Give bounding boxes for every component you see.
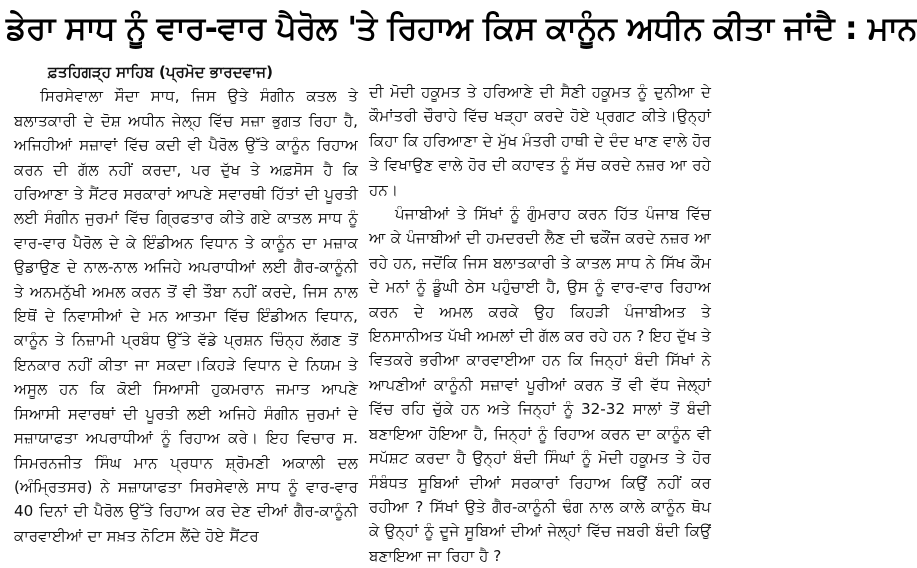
article-paragraph: ਦੀ ਮੋਦੀ ਹਕੂਮਤ ਤੇ ਹਰਿਆਣੇ ਦੀ ਸੈਣੀ ਹਕੂਮਤ ਨੂੰ ਦੁਨੀਆ ਦੇ ਕੌਮਾਂਤਰੀ ਚੌਰਾਹੇ ਵਿੱਚ ਖੜ੍ਹਾ ਕਰਦੇ ਹੋਏ ਪ੍ਰਗਟ ਕੀਤੇ।ਉਨ੍ਹਾਂ ਕਿਹਾ ਕਿ ਹਰਿਆਣਾ ਦੇ ਮੁੱਖ ਮੰਤਰੀ ਹਾਥੀ ਦੇ ਦੰਦ ਖਾਣ ਵਾਲੇ ਹੋਰ ਤੇ ਵਿਖਾਉਣ ਵਾਲੇ ਹੋਰ ਦੀ ਕਹਾਵਤ ਨੂੰ ਸੱਚ ਕਰਦੇ ਨਜ਼ਰ ਆ ਰਹੇ ਹਨ। (369, 83, 711, 199)
headline: ਡੇਰਾ ਸਾਧ ਨੂੰ ਵਾਰ-ਵਾਰ ਪੈਰੋਲ 'ਤੇ ਰਿਹਾਅ ਕਿਸ ਕਾਨੂੰਨ ਅਧੀਨ ਕੀਤਾ ਜਾਂਦੈ : ਮਾਨ (6, 9, 917, 47)
article-paragraph: ਪੰਜਾਬੀਆਂ ਤੇ ਸਿੱਖਾਂ ਨੂੰ ਗੁੰਮਰਾਹ ਕਰਨ ਹਿੱਤ ਪੰਜਾਬ ਵਿੱਚ ਆ ਕੇ ਪੰਜਾਬੀਆਂ ਦੀ ਹਮਦਰਦੀ ਲੈਣ ਦੀ ਢਕੌਂਜ ਕਰਦੇ ਨਜ਼ਰ ਆ ਰਹੇ ਹਨ, ਜਦੋਂਕਿ ਜਿਸ ਬਲਾਤਕਾਰੀ ਤੇ ਕਾਤਲ ਸਾਧ ਨੇ ਸਿੱਖ ਕੌਮ ਦੇ ਮਨਾਂ ਨੂੰ ਡੂੰਘੀ ਠੇਸ ਪਹੁੰਚਾਈ ਹੈ, ਉਸ ਨੂੰ ਵਾਰ-ਵਾਰ ਰਿਹਾਅ ਕਰਨ ਦੇ ਅਮਲ ਕਰਕੇ ਉਹ ਕਿਹੜੀ ਪੰਜਾਬੀਅਤ ਤੇ ਇਨਸਾਨੀਅਤ ਪੱਖੀ ਅਮਲਾਂ ਦੀ ਗੱਲ ਕਰ ਰਹੇ ਹਨ ? ਇਹ ਦੁੱਖ ਤੇ ਵਿਤਕਰੇ ਭਰੀਆ ਕਾਰਵਾਈਆ ਹਨ ਕਿ ਜਿਨ੍ਹਾਂ ਬੰਦੀ ਸਿੱਖਾਂ ਨੇ ਆਪਣੀਆਂ ਕਾਨੂੰਨੀ ਸਜ਼ਾਵਾਂ ਪੂਰੀਆਂ ਕਰਨ ਤੋਂ ਵੀ ਵੱਧ ਜੇਲ੍ਹਾਂ ਵਿੱਚ ਰਹਿ ਚੁੱਕੇ ਹਨ ਅਤੇ ਜਿਨ੍ਹਾਂ ਨੂੰ 32-32 ਸਾਲਾਂ ਤੋਂ ਬੰਦੀ ਬਣਾਇਆ ਹੋਇਆ ਹੈ, ਜਿਨ੍ਹਾਂ ਨੂੰ ਰਿਹਾਅ ਕਰਨ ਦਾ ਕਾਨੂੰਨ ਵੀ ਸਪੱਸ਼ਟ ਕਰਦਾ ਹੈ ਉਨ੍ਹਾਂ ਬੰਦੀ ਸਿੰਘਾਂ ਨੂੰ ਮੋਦੀ ਹਕੂਮਤ ਤੇ ਹੋਰ ਸੰਬੰਧਤ ਸੂਬਿਆਂ ਦੀਆਂ ਸਰਕਾਰਾਂ ਰਿਹਾਅ ਕਿਉਂ ਨਹੀਂ ਕਰ ਰਹੀਆ ? ਸਿੱਖਾਂ ਉਤੇ ਗੈਰ-ਕਾਨੂੰਨੀ ਢੰਗ ਨਾਲ ਕਾਲੇ ਕਾਨੂੰਨ ਥੋਪ ਕੇ ਉਨ੍ਹਾਂ ਨੂੰ ਦੂਜੇ ਸੂਬਿਆਂ ਦੀਆਂ ਜੇਲ੍ਹਾਂ ਵਿੱਚ ਜਬਰੀ ਬੰਦੀ ਕਿਉਂ ਬਣਾਇਆ ਜਾ ਰਿਹਾ ਹੈ ? (369, 205, 711, 565)
left-column (14, 60, 358, 545)
byline: ਫ਼ਤਹਿਗੜ੍ਹ ਸਾਹਿਬ (ਪ੍ਰਮੋਦ ਭਾਰਦਵਾਜ) (48, 63, 273, 81)
right-column (369, 80, 711, 565)
article-paragraph: ਸਿਰਸੇਵਾਲਾ ਸੌਦਾ ਸਾਧ, ਜਿਸ ਉਤੇ ਸੰਗੀਨ ਕਤਲ ਤੇ ਬਲਾਤਕਾਰੀ ਦੇ ਦੋਸ਼ ਅਧੀਨ ਜੇਲ੍ਹ ਵਿੱਚ ਸਜ਼ਾ ਭੁਗਤ ਰਿਹਾ ਹੈ, ਅਜਿਹੀਆਂ ਸਜ਼ਾਵਾਂ ਵਿੱਚ ਕਦੀ ਵੀ ਪੈਰੋਲ ਉੱਤੇ ਕਾਨੂੰਨ ਰਿਹਾਅ ਕਰਨ ਦੀ ਗੱਲ ਨਹੀਂ ਕਰਦਾ, ਪਰ ਦੁੱਖ ਤੇ ਅਫ਼ਸੋਸ ਹੈ ਕਿ ਹਰਿਆਣਾ ਤੇ ਸੈਂਟਰ ਸਰਕਾਰਾਂ ਆਪਣੇ ਸਵਾਰਥੀ ਹਿੱਤਾਂ ਦੀ ਪੂਰਤੀ ਲਈ ਸੰਗੀਨ ਜੁਰਮਾਂ ਵਿੱਚ ਗ੍ਰਿਫਤਾਰ ਕੀਤੇ ਗਏ ਕਾਤਲ ਸਾਧ ਨੂੰ ਵਾਰ-ਵਾਰ ਪੈਰੋਲ ਦੇ ਕੇ ਇੰਡੀਅਨ ਵਿਧਾਨ ਤੇ ਕਾਨੂੰਨ ਦਾ ਮਜ਼ਾਕ ਉਡਾਉਣ ਦੇ ਨਾਲ-ਨਾਲ ਅਜਿਹੇ ਅਪਰਾਧੀਆਂ ਲਈ ਗੈਰ-ਕਾਨੂੰਨੀ ਤੇ ਅਨਮਨੁੱਖੀ ਅਮਲ ਕਰਨ ਤੋਂ ਵੀ ਤੌਬਾ ਨਹੀਂ ਕਰਦੇ, ਜਿਸ ਨਾਲ ਇਥੋਂ ਦੇ ਨਿਵਾਸੀਆਂ ਦੇ ਮਨ ਆਤਮਾ ਵਿੱਚ ਇੰਡੀਅਨ ਵਿਧਾਨ, ਕਾਨੂੰਨ ਤੇ ਨਿਜ਼ਾਮੀ ਪ੍ਰਬੰਧ ਉੱਤੇ ਵੱਡੇ ਪ੍ਰਸ਼ਨ ਚਿੰਨ੍ਹ ਲੱਗਣ ਤੋਂ ਇਨਕਾਰ ਨਹੀਂ ਕੀਤਾ ਜਾ ਸਕਦਾ।ਕਿਹੜੇ ਵਿਧਾਨ ਦੇ ਨਿਯਮ ਤੇ ਅਸੂਲ ਹਨ ਕਿ ਕੋਈ ਸਿਆਸੀ ਹੁਕਮਰਾਨ ਜਮਾਤ ਆਪਣੇ ਸਿਆਸੀ ਸਵਾਰਥਾਂ ਦੀ ਪੂਰਤੀ ਲਈ ਅਜਿਹੇ ਸੰਗੀਨ ਜੁਰਮਾਂ ਦੇ ਸਜ਼ਾਯਾਫਤਾ ਅਪਰਾਧੀਆਂ ਨੂੰ ਰਿਹਾਅ ਕਰੇ। ਇਹ ਵਿਚਾਰ ਸ. ਸਿਮਰਨਜੀਤ ਸਿੰਘ ਮਾਨ ਪ੍ਰਧਾਨ ਸ਼੍ਰੋਮਣੀ ਅਕਾਲੀ ਦਲ (ਅੰਮ੍ਰਿਤਸਰ) ਨੇ ਸਜ਼ਾਯਾਫਤਾ ਸਿਰਸੇਵਾਲੇ ਸਾਧ ਨੂੰ ਵਾਰ-ਵਾਰ 40 ਦਿਨਾਂ ਦੀ ਪੈਰੋਲ ਉੱਤੇ ਰਿਹਾਅ ਕਰ ਦੇਣ ਦੀਆਂ ਗੈਰ-ਕਾਨੂੰਨੀ ਕਾਰਵਾਈਆਂ ਦਾ ਸਖ਼ਤ ਨੋਟਿਸ ਲੈਂਦੇ ਹੋਏ ਸੈਂਟਰ (14, 87, 358, 545)
